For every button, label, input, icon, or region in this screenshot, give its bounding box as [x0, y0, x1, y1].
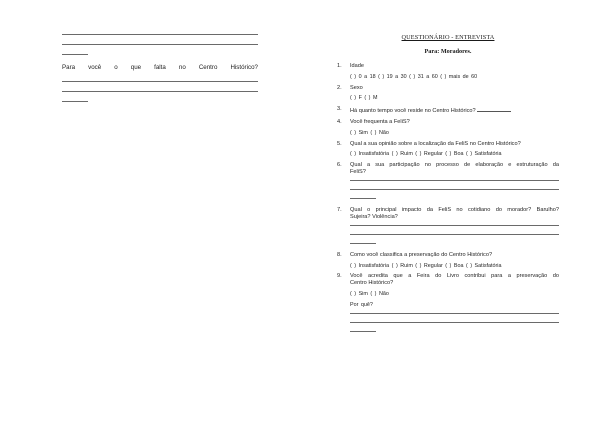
question-text: Você acredita que a Feira do Livro contribui para a preservação do [350, 273, 559, 280]
answer-options: ( ) Sim ( ) Não [350, 129, 389, 136]
answer-line [62, 101, 88, 102]
question-text: Há quanto tempo você reside no Centro Histórico? [350, 108, 476, 115]
left-page [62, 34, 258, 111]
question-text-continued: FeliS? [350, 169, 366, 176]
answer-line [350, 243, 376, 244]
question-1 [337, 63, 559, 70]
question-word: Histórico? [230, 64, 258, 71]
question-number: 4. [337, 118, 342, 125]
question-word: Centro [198, 64, 218, 71]
left-question [62, 64, 258, 72]
answer-line [62, 54, 88, 55]
question-text: Qual a sua participação no processo de elaboração e estruturação da [350, 162, 559, 169]
question-number: 8. [337, 251, 342, 258]
answer-line [62, 81, 258, 82]
answer-line [350, 234, 559, 235]
question-text: Sexo [350, 84, 363, 91]
question-9 [337, 273, 559, 287]
question-3 [337, 106, 559, 115]
answer-lines [350, 225, 559, 244]
question-number: 9. [337, 273, 342, 280]
answer-options: ( ) Insatisfatória ( ) Ruim ( ) Regular ( ) Boa ( ) Satisfatória [350, 151, 502, 158]
answer-line [62, 91, 258, 92]
answer-options: ( ) Insatisfatória ( ) Ruim ( ) Regular ( ) Boa ( ) Satisfatória [350, 262, 502, 269]
question-text: Você frequenta a FeliS? [350, 118, 410, 125]
question-number: 1. [337, 63, 342, 69]
question-number: 6. [337, 162, 342, 169]
question-number: 7. [337, 206, 342, 213]
questionnaire-title: QUESTIONÁRIO - ENTREVISTA [401, 34, 495, 41]
question-2 [337, 85, 559, 92]
question-text: Qual o principal impacto da FeliS no cotidiano do morador? Barulho? [350, 206, 559, 213]
question-8 [337, 252, 559, 259]
question-word: o [114, 64, 118, 71]
question-text-continued: Centro Histórico? [350, 280, 394, 287]
question-text: Como você classifica a preservação do Centro Histórico? [350, 251, 493, 258]
answer-line [350, 313, 559, 314]
question-5 [337, 141, 559, 148]
question-word: que [130, 64, 142, 71]
question-text: Idade [350, 63, 364, 69]
answer-lines [350, 313, 559, 332]
question-number: 5. [337, 140, 342, 147]
answer-line [350, 189, 559, 190]
question-number: 3. [337, 106, 342, 113]
question-7 [337, 207, 559, 221]
answer-lines [350, 180, 559, 199]
answer-line [350, 198, 376, 199]
question-word: no [178, 64, 186, 71]
questionnaire-subtitle: Para: Moradores. [424, 48, 472, 55]
answer-options: ( ) Sim ( ) Não [350, 291, 389, 298]
answer-line [62, 44, 258, 45]
answer-line [350, 331, 376, 332]
answer-options: ( ) F ( ) M [350, 95, 378, 102]
question-word: você [88, 64, 102, 71]
answer-options: ( ) 0 a 18 ( ) 19 a 30 ( ) 31 a 60 ( ) mais de 60 [350, 73, 478, 80]
question-number: 2. [337, 84, 342, 91]
answer-line [350, 322, 559, 323]
followup-question: Por quê? [350, 301, 373, 308]
question-text: Qual a sua opinião sobre a localização da FeliS no Centro Histórico? [350, 140, 521, 147]
answer-line [350, 225, 559, 226]
answer-blank [477, 106, 511, 112]
question-4 [337, 119, 559, 126]
question-word: Para [62, 64, 76, 71]
question-word: falta [154, 64, 166, 71]
answer-line [62, 34, 258, 35]
answer-line [350, 180, 559, 181]
question-text-continued: Sujeira? Violência? [350, 213, 398, 220]
question-6 [337, 162, 559, 176]
right-page [337, 34, 559, 340]
